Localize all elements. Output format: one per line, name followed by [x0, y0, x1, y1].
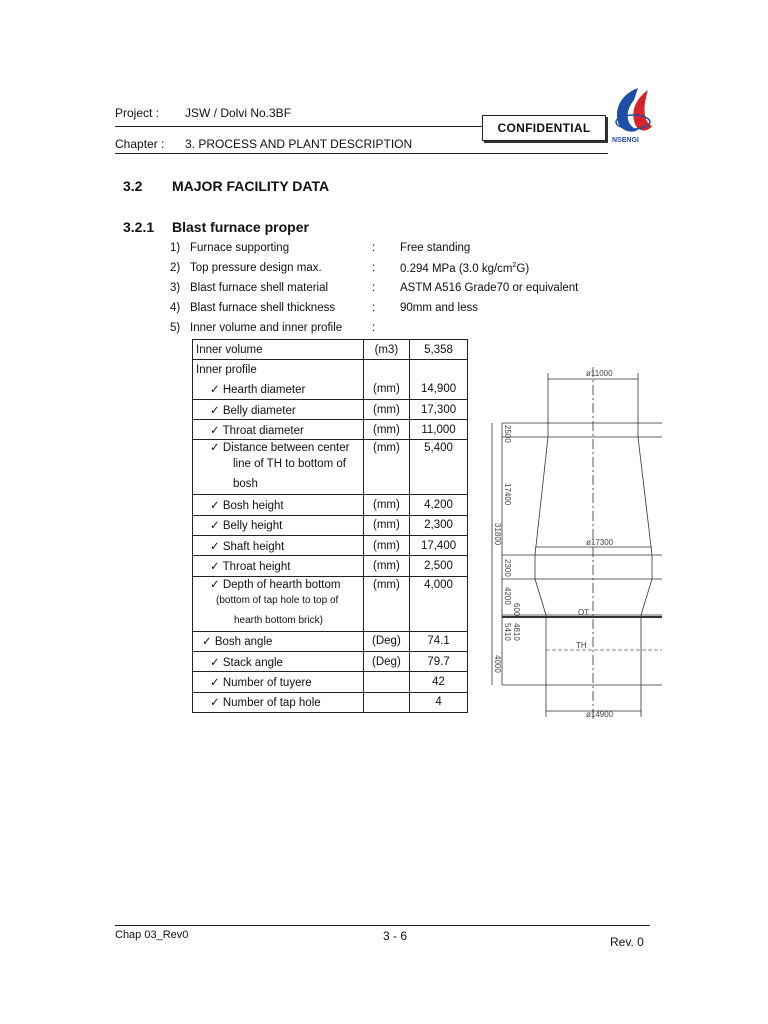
logo-text: NSENGI: [612, 137, 639, 144]
dim-17400-label: 17400: [503, 483, 512, 506]
table-row: ✓ Distance between center line of TH to bottom of bosh (mm) 5,400: [193, 440, 468, 495]
table-row: Inner profile: [193, 360, 468, 380]
table-row: ✓ Shaft height (mm) 17,400: [193, 536, 468, 556]
footer-rule: [115, 925, 650, 926]
dim-31800-label: 31800: [493, 523, 502, 546]
section-number: 3.2: [123, 178, 143, 194]
bosh-right-wall: [641, 579, 652, 615]
bosh-left-wall: [535, 579, 546, 615]
dim-2500-label: 2500: [503, 425, 512, 443]
page-number: 3 - 6: [383, 929, 408, 943]
list-colon: :: [372, 282, 376, 294]
check-icon: ✓: [210, 578, 220, 591]
footer-left: Chap 03_Rev0: [115, 929, 189, 941]
table-row: ✓ Belly height (mm) 2,300: [193, 515, 468, 535]
check-icon: ✓: [210, 404, 220, 417]
list-colon: :: [372, 302, 376, 314]
th-label: TH: [576, 641, 587, 650]
list-colon: :: [372, 322, 376, 334]
table-row: ✓ Belly diameter (mm) 17,300: [193, 399, 468, 419]
check-icon: ✓: [210, 540, 220, 553]
check-icon: ✓: [210, 384, 220, 397]
dim-600-label: 600: [512, 603, 521, 617]
dim-bottom-label: ø14900: [586, 710, 614, 719]
chapter-value: 3. PROCESS AND PLANT DESCRIPTION: [185, 137, 413, 151]
list-item: 2) Top pressure design max.: [170, 262, 322, 274]
dim-belly-label: ø17300: [586, 538, 614, 547]
furnace-spec-table: [192, 339, 468, 713]
confidential-stamp: CONFIDENTIAL: [482, 115, 606, 141]
check-icon: ✓: [210, 561, 220, 574]
list-item: 1) Furnace supporting: [170, 242, 290, 254]
company-logo: [608, 86, 656, 148]
table-row: ✓ Throat diameter (mm) 11,000: [193, 420, 468, 440]
header-rule-bottom: [115, 153, 608, 154]
table-row: ✓ Depth of hearth bottom (bottom of tap hole to top of hearth bottom brick) (mm) 4,000: [193, 576, 468, 631]
project-value: JSW / Dolvi No.3BF: [185, 106, 292, 120]
check-icon: ✓: [210, 520, 220, 533]
dim-top-label: ø11000: [586, 369, 613, 378]
revision: Rev. 0: [610, 935, 644, 949]
subsection-title: Blast furnace proper: [172, 219, 309, 235]
list-item: 3) Blast furnace shell material: [170, 282, 329, 294]
dim-4810-label: 4810: [512, 623, 521, 641]
check-icon: ✓: [210, 424, 220, 437]
check-icon: ✓: [210, 500, 220, 513]
furnace-profile-drawing: [480, 365, 690, 725]
list-colon: :: [372, 242, 376, 254]
table-row: ✓ Hearth diameter (mm) 14,900: [193, 380, 468, 400]
ot-label: OT: [578, 608, 590, 617]
subsection-number: 3.2.1: [123, 219, 155, 235]
list-value: 90mm and less: [400, 302, 478, 314]
list-colon: :: [372, 262, 376, 274]
shaft-left-wall: [535, 437, 548, 555]
table-row: ✓ Number of tap hole 4: [193, 692, 468, 712]
shaft-right-wall: [638, 437, 652, 555]
table-row: Inner volume (m3) 5,358: [193, 340, 468, 360]
check-icon: ✓: [210, 676, 220, 689]
table-row: ✓ Bosh height (mm) 4,200: [193, 495, 468, 515]
table-row: ✓ Bosh angle (Deg) 74.1: [193, 631, 468, 651]
check-icon: ✓: [210, 697, 220, 710]
check-icon: ✓: [210, 442, 220, 455]
chapter-label: Chapter :: [115, 137, 165, 151]
dim-4000-label: 4000: [493, 655, 502, 673]
dim-2300-label: 2300: [503, 559, 512, 577]
project-label: Project :: [115, 106, 160, 120]
section-title: MAJOR FACILITY DATA: [172, 178, 330, 194]
list-item: 5) Inner volume and inner profile: [170, 322, 343, 334]
list-item: 4) Blast furnace shell thickness: [170, 302, 336, 314]
dim-5410-label: 5410: [503, 623, 512, 641]
check-icon: ✓: [210, 656, 220, 669]
table-row: ✓ Number of tuyere 42: [193, 672, 468, 692]
check-icon: ✓: [202, 636, 212, 649]
table-row: ✓ Stack angle (Deg) 79.7: [193, 651, 468, 671]
list-value: 0.294 MPa (3.0 $kg/cm^2G$): [400, 262, 530, 275]
table-row: ✓ Throat height (mm) 2,500: [193, 556, 468, 576]
list-value: ASTM A516 Grade70 or equivalent: [400, 282, 579, 294]
dim-4200-label: 4200: [503, 587, 512, 605]
list-value: Free standing: [400, 242, 471, 254]
